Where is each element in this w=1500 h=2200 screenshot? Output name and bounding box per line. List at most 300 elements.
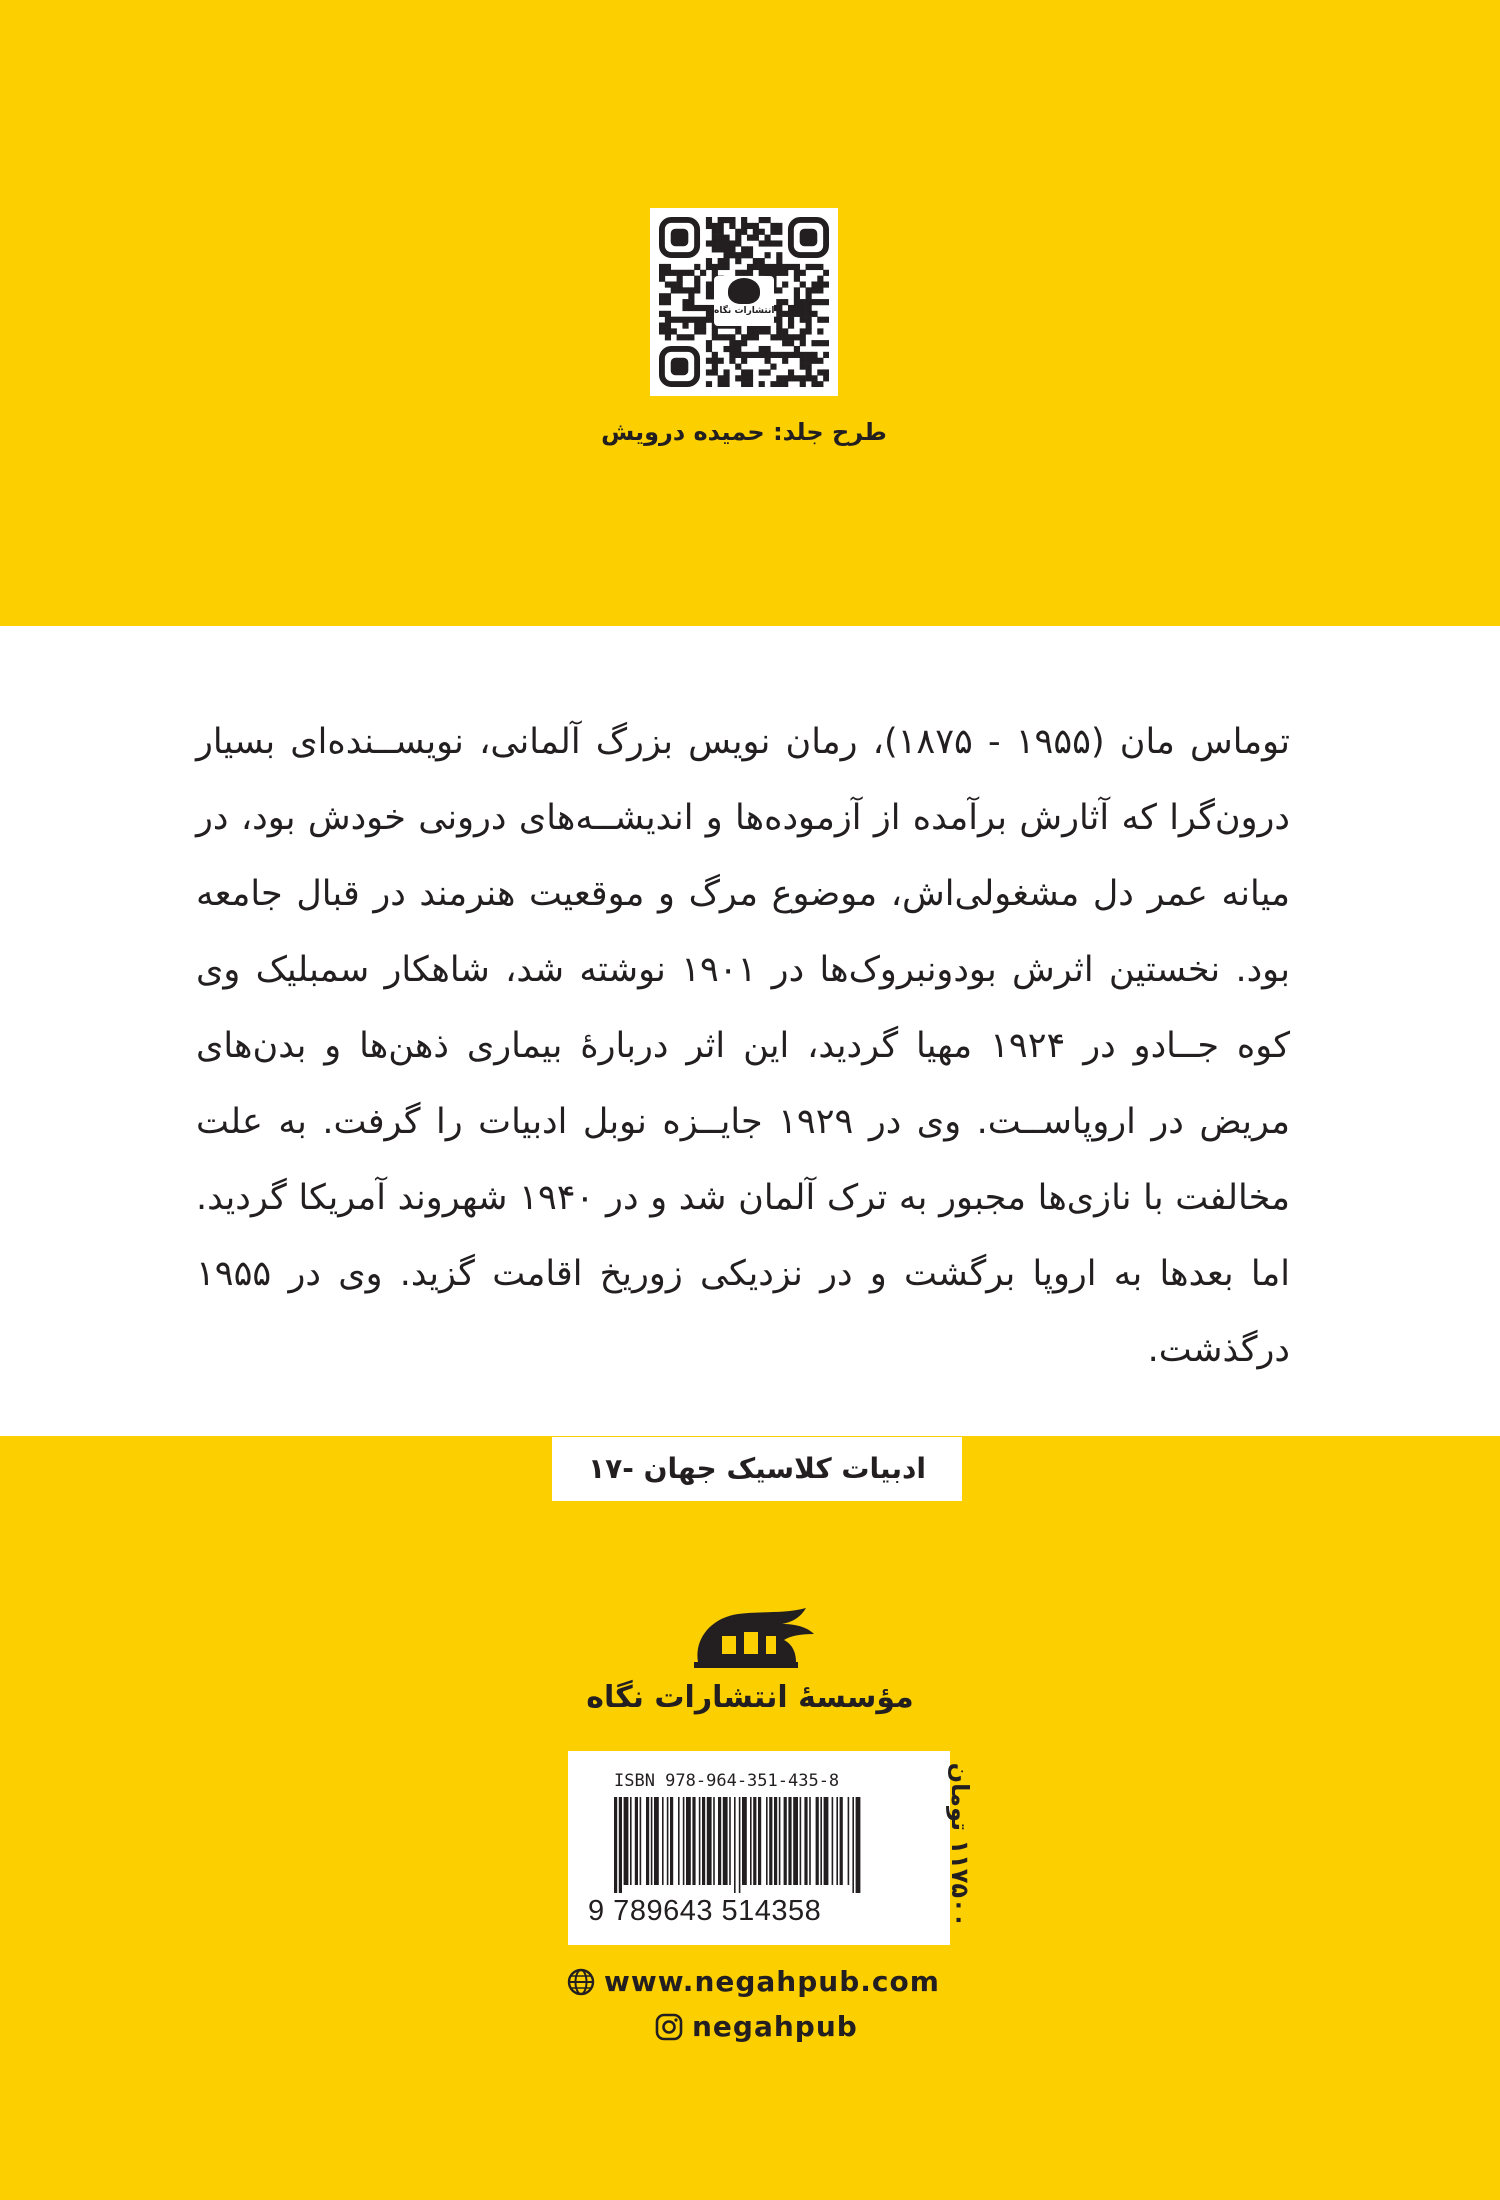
qr-module: [735, 375, 741, 381]
globe-icon: [566, 1967, 596, 1997]
qr-module: [747, 264, 753, 270]
barcode-digits: 9 789643 514358: [588, 1895, 822, 1927]
qr-finder: [791, 220, 826, 255]
qr-module: [800, 358, 806, 364]
qr-module: [747, 235, 753, 241]
qr-module: [776, 287, 782, 293]
qr-module: [688, 299, 694, 305]
qr-module: [800, 364, 806, 370]
barcode-bar: [734, 1797, 736, 1893]
qr-module: [776, 375, 782, 381]
qr-module: [794, 287, 800, 293]
qr-module: [729, 223, 735, 229]
qr-module: [788, 340, 794, 346]
barcode-bar: [824, 1797, 829, 1885]
barcode-bar: [769, 1797, 772, 1885]
qr-module: [723, 375, 729, 381]
qr-module: [794, 334, 800, 340]
qr-module: [706, 381, 712, 387]
qr-module: [659, 323, 665, 329]
qr-module: [794, 264, 800, 270]
qr-module: [735, 235, 741, 241]
qr-module: [806, 375, 812, 381]
qr-module: [741, 375, 747, 381]
qr-module: [723, 235, 729, 241]
barcode-bar: [646, 1797, 649, 1885]
qr-module: [735, 270, 741, 276]
qr-module: [782, 270, 788, 276]
qr-module: [694, 264, 700, 270]
qr-module: [806, 369, 812, 375]
qr-module: [712, 364, 718, 370]
qr-module: [770, 270, 776, 276]
qr-module: [823, 317, 829, 323]
barcode-bar: [718, 1797, 721, 1885]
qr-module: [800, 305, 806, 311]
qr-module: [806, 287, 812, 293]
qr-module: [765, 252, 771, 258]
qr-module: [665, 323, 671, 329]
qr-module: [706, 293, 712, 299]
qr-module: [665, 317, 671, 323]
qr-module: [677, 287, 683, 293]
qr-center-logo: [714, 276, 774, 326]
qr-module: [782, 358, 788, 364]
qr-module: [659, 299, 665, 305]
qr-module: [759, 240, 765, 246]
qr-module: [735, 364, 741, 370]
qr-module: [794, 346, 800, 352]
barcode-bar: [750, 1797, 752, 1885]
instagram-text: negahpub: [692, 2010, 858, 2043]
barcode-bar: [793, 1797, 798, 1885]
publisher-mark-icon: [728, 278, 760, 304]
qr-module: [729, 358, 735, 364]
qr-module: [765, 235, 771, 241]
qr-module: [800, 340, 806, 346]
qr-module: [706, 358, 712, 364]
qr-module: [706, 311, 712, 317]
qr-module: [811, 352, 817, 358]
instagram-link[interactable]: [654, 2010, 858, 2043]
qr-module: [694, 317, 700, 323]
qr-module: [659, 293, 665, 299]
qr-module: [776, 223, 782, 229]
qr-module: [718, 229, 724, 235]
qr-module: [788, 369, 794, 375]
qr-module: [806, 311, 812, 317]
barcode-bar: [729, 1797, 731, 1885]
qr-module: [665, 293, 671, 299]
qr-module: [794, 311, 800, 317]
barcode-bar: [614, 1797, 617, 1893]
qr-module: [747, 252, 753, 258]
qr-module: [770, 334, 776, 340]
qr-module: [741, 252, 747, 258]
qr-module: [735, 258, 741, 264]
qr-module: [694, 305, 700, 311]
qr-module: [765, 217, 771, 223]
barcode-bar: [848, 1797, 850, 1885]
qr-module: [806, 264, 812, 270]
qr-module: [759, 369, 765, 375]
qr-module: [712, 235, 718, 241]
qr-module: [723, 252, 729, 258]
qr-module: [677, 317, 683, 323]
qr-module: [794, 375, 800, 381]
qr-module: [694, 281, 700, 287]
qr-module: [718, 258, 724, 264]
qr-module: [659, 270, 665, 276]
qr-module: [712, 223, 718, 229]
barcode-bar: [784, 1797, 787, 1885]
series-badge: [552, 1437, 962, 1501]
qr-module: [665, 270, 671, 276]
qr-module: [776, 299, 782, 305]
qr-module: [677, 334, 683, 340]
qr-module: [806, 358, 812, 364]
qr-module: [800, 328, 806, 334]
qr-module: [794, 305, 800, 311]
author-blurb: توماس مان (۱۹۵۵ - ۱۸۷۵)، رمان نویس بزرگ آلمانی، نویســنده‌ای بسیار درون‌گرا که آثارش برآمده از آزموده‌ها و اندیشــه‌های درونی خودش بود، در میانه عمر دل مشغولی‌اش، موضوع مرگ و موقعیت هنرمند در قبال جامعه بود. نخستین اثرش بودونبروک‌ها در ۱۹۰۱ نوشته شد، شاهکار سمبلیک وی کوه جــادو در ۱۹۲۴ مهیا گردید، این اثر دربارهٔ بیماری ذهن‌ها و بدن‌های مریض در اروپاســت. وی در ۱۹۲۹ جایــزه نوبل ادبیات را گرفت. به علت مخالفت با نازی‌ها مجبور به ترک آلمان شد و در ۱۹۴۰ شهروند آمریکا گردید. اما بعدها به اروپا برگشت و در نزدیکی زوریخ اقامت گزید. وی در ۱۹۵۵ درگذشت.: [196, 722, 1291, 1370]
qr-module: [800, 270, 806, 276]
qr-module: [753, 334, 759, 340]
qr-module: [759, 258, 765, 264]
barcode-bar: [804, 1797, 807, 1885]
barcode-bar: [707, 1797, 712, 1885]
qr-module: [794, 270, 800, 276]
qr-module: [677, 276, 683, 282]
qr-module: [712, 270, 718, 276]
qr-module: [770, 364, 776, 370]
cover-designer-credit: طرح جلد: حمیده درویش: [601, 418, 887, 446]
qr-module: [765, 270, 771, 276]
barcode-bar: [702, 1797, 705, 1885]
qr-module: [776, 328, 782, 334]
qr-module: [765, 352, 771, 358]
qr-module: [811, 381, 817, 387]
qr-module: [659, 328, 665, 334]
qr-module: [817, 299, 823, 305]
barcode-bar: [651, 1797, 653, 1885]
qr-module: [682, 287, 688, 293]
qr-module: [753, 229, 759, 235]
qr-module: [659, 264, 665, 270]
qr-module: [735, 240, 741, 246]
barcode-bar: [619, 1797, 622, 1893]
qr-module: [776, 381, 782, 387]
qr-module: [765, 358, 771, 364]
qr-module: [741, 246, 747, 252]
qr-logo-text: انتشارات نگاه: [714, 306, 775, 316]
qr-module: [688, 305, 694, 311]
qr-module: [700, 270, 706, 276]
qr-module: [706, 217, 712, 223]
qr-module: [688, 293, 694, 299]
qr-module: [747, 381, 753, 387]
qr-module: [806, 317, 812, 323]
barcode-bar: [635, 1797, 638, 1885]
qr-module: [712, 264, 718, 270]
barcode-bar: [630, 1797, 632, 1885]
qr-module: [671, 328, 677, 334]
qr-module: [729, 246, 735, 252]
qr-module: [782, 375, 788, 381]
qr-module: [770, 352, 776, 358]
qr-module: [753, 258, 759, 264]
qr-module: [677, 281, 683, 287]
qr-module: [735, 328, 741, 334]
qr-module: [706, 305, 712, 311]
barcode-bar: [840, 1797, 843, 1885]
qr-module: [706, 240, 712, 246]
qr-module: [729, 217, 735, 223]
qr-module: [782, 264, 788, 270]
qr-code[interactable]: [650, 208, 838, 396]
qr-module: [723, 240, 729, 246]
barcode-bar: [758, 1797, 761, 1885]
publisher-logo-icon: [688, 1604, 818, 1674]
qr-module: [800, 381, 806, 387]
qr-module: [694, 323, 700, 329]
qr-module: [706, 317, 712, 323]
qr-module: [682, 323, 688, 329]
qr-module: [712, 240, 718, 246]
qr-module: [817, 317, 823, 323]
barcode-bar: [816, 1797, 819, 1885]
qr-module: [729, 240, 735, 246]
qr-module: [735, 229, 741, 235]
qr-module: [688, 317, 694, 323]
qr-module: [665, 311, 671, 317]
qr-module: [776, 258, 782, 264]
qr-module: [800, 281, 806, 287]
qr-module: [706, 340, 712, 346]
qr-module: [800, 299, 806, 305]
qr-module: [753, 223, 759, 229]
barcode-bar: [836, 1797, 838, 1885]
qr-module: [811, 375, 817, 381]
qr-module: [706, 223, 712, 229]
qr-module: [682, 270, 688, 276]
qr-module: [817, 369, 823, 375]
qr-module: [759, 346, 765, 352]
qr-module: [706, 287, 712, 293]
qr-module: [765, 346, 771, 352]
qr-module: [747, 328, 753, 334]
qr-module: [806, 293, 812, 299]
barcode-bar: [742, 1797, 747, 1885]
qr-module: [788, 352, 794, 358]
qr-module: [759, 270, 765, 276]
qr-module: [741, 270, 747, 276]
qr-module: [706, 346, 712, 352]
qr-module: [811, 299, 817, 305]
qr-module: [788, 305, 794, 311]
qr-module: [688, 287, 694, 293]
qr-module: [765, 369, 771, 375]
barcode-bar: [766, 1797, 768, 1885]
qr-module: [729, 346, 735, 352]
qr-module: [723, 346, 729, 352]
qr-module: [782, 299, 788, 305]
qr-module: [800, 317, 806, 323]
qr-module: [800, 311, 806, 317]
qr-module: [741, 340, 747, 346]
qr-module: [806, 364, 812, 370]
qr-module: [741, 381, 747, 387]
qr-module: [788, 264, 794, 270]
qr-module: [817, 358, 823, 364]
qr-finder: [662, 220, 697, 255]
qr-module: [776, 252, 782, 258]
qr-module: [823, 340, 829, 346]
qr-module: [747, 352, 753, 358]
qr-module: [718, 264, 724, 270]
qr-module: [718, 381, 724, 387]
qr-module: [688, 270, 694, 276]
qr-module: [776, 317, 782, 323]
qr-module: [817, 276, 823, 282]
qr-module: [776, 334, 782, 340]
qr-module: [788, 323, 794, 329]
qr-module: [659, 276, 665, 282]
qr-module: [770, 229, 776, 235]
qr-module: [723, 246, 729, 252]
qr-module: [747, 369, 753, 375]
barcode-bar: [670, 1797, 673, 1885]
qr-module: [782, 340, 788, 346]
qr-module: [806, 328, 812, 334]
qr-module: [723, 258, 729, 264]
qr-module: [776, 323, 782, 329]
qr-module: [823, 352, 829, 358]
qr-module: [817, 264, 823, 270]
qr-module: [712, 334, 718, 340]
qr-module: [806, 323, 812, 329]
qr-module: [741, 358, 747, 364]
qr-module: [718, 217, 724, 223]
qr-module: [806, 305, 812, 311]
qr-module: [794, 352, 800, 358]
qr-module: [712, 328, 718, 334]
website-link[interactable]: [566, 1965, 940, 1998]
barcode-bar: [852, 1797, 854, 1893]
website-text: www.negahpub.com: [604, 1965, 940, 1998]
qr-module: [735, 252, 741, 258]
qr-module: [718, 334, 724, 340]
qr-module: [665, 299, 671, 305]
qr-module: [712, 358, 718, 364]
qr-module: [776, 229, 782, 235]
qr-module: [765, 328, 771, 334]
qr-module: [759, 381, 765, 387]
qr-module: [682, 305, 688, 311]
barcode-bar: [856, 1797, 861, 1893]
barcode-bar: [723, 1797, 728, 1885]
barcode-bar: [692, 1797, 695, 1885]
qr-module: [753, 264, 759, 270]
qr-module: [747, 270, 753, 276]
qr-module: [811, 281, 817, 287]
qr-module: [823, 281, 829, 287]
qr-module: [788, 334, 794, 340]
series-label: ادبیات کلاسیک جهان -۱۷: [588, 1452, 926, 1485]
qr-module: [817, 287, 823, 293]
qr-module: [694, 287, 700, 293]
qr-module: [741, 223, 747, 229]
barcode-bar: [800, 1797, 802, 1885]
qr-module: [811, 340, 817, 346]
instagram-icon: [654, 2012, 684, 2042]
qr-module: [770, 381, 776, 387]
qr-module: [741, 229, 747, 235]
qr-module: [729, 352, 735, 358]
qr-module: [741, 334, 747, 340]
qr-module: [712, 352, 718, 358]
qr-module: [794, 299, 800, 305]
qr-module: [741, 369, 747, 375]
qr-module: [682, 299, 688, 305]
qr-module: [811, 287, 817, 293]
qr-module: [753, 352, 759, 358]
qr-module: [759, 217, 765, 223]
qr-module: [723, 264, 729, 270]
qr-module: [747, 375, 753, 381]
qr-module: [682, 317, 688, 323]
qr-module: [776, 240, 782, 246]
qr-module: [759, 264, 765, 270]
qr-module: [800, 352, 806, 358]
qr-module: [765, 240, 771, 246]
barcode-bar: [788, 1797, 791, 1885]
qr-module: [811, 311, 817, 317]
qr-module: [759, 229, 765, 235]
qr-module: [782, 352, 788, 358]
barcode-bar: [686, 1797, 691, 1885]
qr-module: [700, 323, 706, 329]
qr-module: [817, 328, 823, 334]
qr-finder: [662, 349, 697, 384]
barcode-bar: [683, 1797, 685, 1885]
qr-module: [659, 311, 665, 317]
barcode-bar: [779, 1797, 781, 1885]
qr-module: [665, 281, 671, 287]
qr-module: [782, 281, 788, 287]
qr-module: [741, 217, 747, 223]
qr-module: [782, 334, 788, 340]
qr-module: [794, 293, 800, 299]
publisher-name: مؤسسهٔ انتشارات نگاه: [586, 1680, 914, 1715]
qr-module: [718, 246, 724, 252]
isbn-barcode-panel: [568, 1751, 974, 1945]
qr-module: [729, 340, 735, 346]
qr-module: [800, 375, 806, 381]
qr-module: [753, 328, 759, 334]
qr-module: [776, 352, 782, 358]
qr-module: [718, 223, 724, 229]
qr-module: [735, 346, 741, 352]
barcode-bar: [678, 1797, 680, 1885]
barcode-bar: [713, 1797, 715, 1885]
qr-module: [665, 264, 671, 270]
qr-module: [712, 369, 718, 375]
qr-module: [747, 334, 753, 340]
qr-module: [782, 328, 788, 334]
qr-module: [718, 240, 724, 246]
barcode-bar: [699, 1797, 701, 1885]
qr-module: [759, 352, 765, 358]
